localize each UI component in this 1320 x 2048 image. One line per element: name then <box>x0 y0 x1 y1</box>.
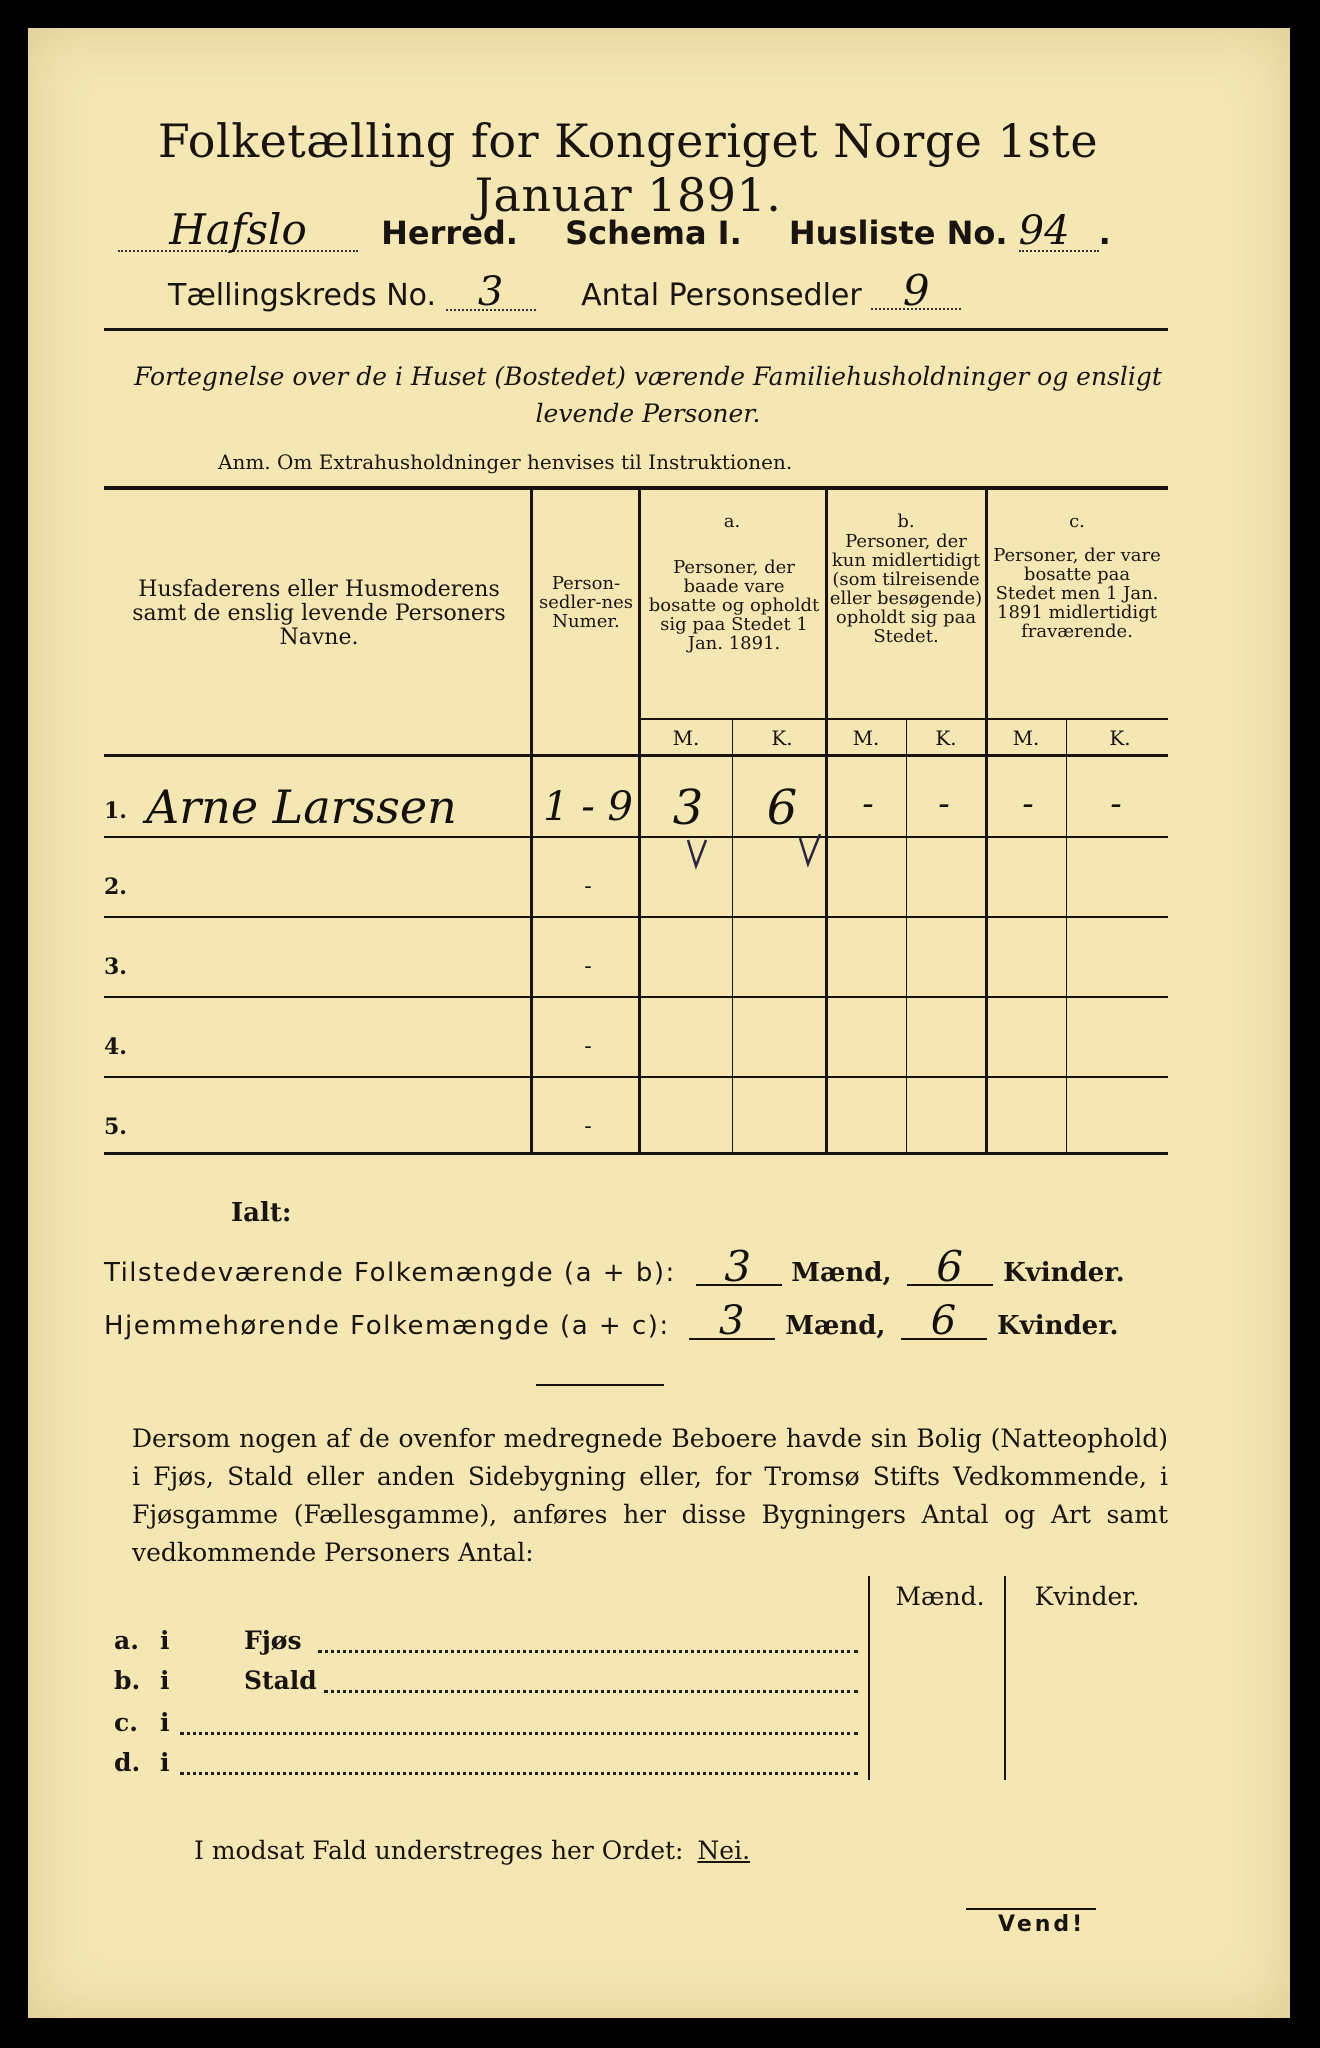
total-line-present <box>104 1242 1174 1291</box>
total-resident-label: Hjemmehørende Folkemængde (a + c): <box>104 1311 670 1341</box>
vend-label: Vend! <box>998 1912 1086 1937</box>
census-form-page <box>28 28 1290 2018</box>
buildings-vline <box>1004 1576 1006 1780</box>
personsedler-label: Antal Personsedler <box>581 278 862 313</box>
total-line-resident <box>104 1298 1174 1344</box>
buildings-row-letter: b. <box>114 1666 141 1695</box>
anm-note: Anm. Om Extrahusholdninger henvises til Instruktionen. <box>218 450 793 474</box>
buildings-row-prep: i <box>160 1708 170 1737</box>
personsedler-value: 9 <box>871 274 961 310</box>
table-subline <box>732 720 733 1152</box>
check-mark <box>688 840 706 866</box>
table-bottom-rule <box>104 1152 1168 1155</box>
row-line <box>104 996 1168 998</box>
row-numer: - <box>584 1114 592 1139</box>
row-a-k: 6 <box>766 780 798 836</box>
total-resident-kvinder: 6 <box>901 1304 987 1340</box>
c-m-label: M. <box>1012 726 1040 750</box>
buildings-row-dots <box>324 1690 858 1693</box>
table-vline <box>638 490 641 1152</box>
row-c-m: - <box>1022 784 1034 824</box>
kreds-value: 3 <box>446 275 536 311</box>
kreds-row <box>168 266 1168 315</box>
check-marks <box>678 834 838 874</box>
table-header-rule <box>104 754 1168 757</box>
a-k-label: K. <box>771 726 793 750</box>
total-present-kvinder: 6 <box>907 1250 993 1286</box>
footer-word-nei: Nei. <box>697 1836 751 1865</box>
row-number: 4. <box>104 1034 127 1060</box>
total-resident-maend: 3 <box>689 1304 775 1340</box>
vend-rule <box>966 1908 1096 1910</box>
row-numer: - <box>584 874 592 899</box>
row-number: 5. <box>104 1114 127 1140</box>
table-top-rule <box>104 486 1168 490</box>
herred-label: Herred. <box>381 214 518 252</box>
b-k-label: K. <box>935 726 957 750</box>
kreds-label: Tællingskreds No. <box>168 278 436 313</box>
buildings-row-prep: i <box>160 1626 170 1655</box>
row-number: 3. <box>104 954 127 980</box>
check-mark <box>800 834 820 864</box>
row-numer: 1 - 9 <box>543 784 633 830</box>
buildings-vline <box>868 1576 870 1780</box>
husliste-label: Husliste No. <box>788 214 1008 252</box>
intro-heading: Fortegnelse over de i Huset (Bostedet) værende Familiehusholdninger og ensligt levende Personer. <box>134 362 1162 428</box>
row-a-m: 3 <box>672 780 704 836</box>
row-line <box>104 836 1168 838</box>
col-c-header: Personer, der vare bosatte paa Stedet men 1 Jan. 1891 midlertidigt fraværende. <box>993 545 1161 642</box>
buildings-row-label: Fjøs <box>244 1626 302 1655</box>
row-line <box>104 916 1168 918</box>
buildings-row-letter: c. <box>114 1708 138 1737</box>
mk-header-line <box>638 718 1168 720</box>
herred-value: Hafslo <box>118 210 358 252</box>
buildings-row-prep: i <box>160 1748 170 1777</box>
row-line <box>104 1076 1168 1078</box>
row-c-k: - <box>1110 784 1122 824</box>
col-a-letter: a. <box>723 511 741 532</box>
buildings-paragraph: Dersom nogen af de ovenfor medregnede Beboere havde sin Bolig (Natteophold) i Fjøs, Stald eller anden Sidebygning eller, for Tromsø Stifts Vedkommende, i Fjøsgamme (Fællesgamme), anføres her disse Bygningers Antal og Art samt vedkommende Personers Antal: <box>132 1424 1168 1567</box>
header-row: Hafslo Herred. Schema I. Husliste No. 94 . <box>118 210 1218 252</box>
col-c-letter: c. <box>1069 511 1085 532</box>
a-m-label: M. <box>672 726 700 750</box>
buildings-row-dots <box>180 1732 858 1735</box>
table-subline <box>1066 720 1067 1152</box>
c-k-label: K. <box>1109 726 1131 750</box>
row-name: Arne Larssen <box>146 780 457 834</box>
row-number: 2. <box>104 874 127 900</box>
row-numer: - <box>584 954 592 979</box>
footer-text: I modsat Fald understreges her Ordet: <box>194 1836 684 1865</box>
buildings-row-letter: d. <box>114 1748 141 1777</box>
maend-label: Mænd, <box>785 1311 886 1341</box>
maend-label: Mænd, <box>791 1258 892 1288</box>
buildings-row-dots <box>318 1650 858 1653</box>
table-vline <box>985 490 988 1152</box>
col-a-header: Personer, der baade vare bosatte og opholdt sig paa Stedet 1 Jan. 1891. <box>648 557 820 654</box>
schema-label: Schema I. <box>565 214 742 252</box>
row-numer: - <box>584 1034 592 1059</box>
buildings-row-dots <box>180 1772 858 1775</box>
husliste-value: 94 <box>1019 212 1099 252</box>
buildings-kvinder-header: Kvinder. <box>1034 1582 1140 1611</box>
col-names-header: Husfaderens eller Husmoderens samt de enslig levende Personers Navne. <box>132 577 506 650</box>
buildings-row-prep: i <box>160 1666 170 1695</box>
b-m-label: M. <box>852 726 880 750</box>
table-subline <box>906 720 907 1152</box>
kvinder-label: Kvinder. <box>1003 1258 1125 1288</box>
total-present-label: Tilstedeværende Folkemængde (a + b): <box>104 1258 676 1288</box>
col-b-header: Personer, der kun midlertidigt (som tilreisende eller besøgende) opholdt sig paa Stedet. <box>829 531 983 647</box>
buildings-row-letter: a. <box>114 1626 139 1655</box>
footer-line <box>194 1836 750 1865</box>
row-number: 1. <box>104 798 127 824</box>
row-b-k: - <box>938 784 950 824</box>
col-b-letter: b. <box>897 511 915 532</box>
kvinder-label: Kvinder. <box>997 1311 1119 1341</box>
row-b-m: - <box>862 784 874 824</box>
section-divider <box>536 1384 664 1386</box>
buildings-row-label: Stald <box>244 1666 317 1695</box>
header-divider <box>104 328 1168 331</box>
total-present-maend: 3 <box>696 1250 782 1286</box>
ialt-label: Ialt: <box>231 1198 292 1228</box>
buildings-maend-header: Mænd. <box>895 1582 985 1611</box>
col-numer-header: Person-sedler-nes Numer. <box>539 573 633 632</box>
table-vline <box>530 490 533 1152</box>
form-title: Folketælling for Kongeriget Norge 1ste Januar 1891. <box>157 114 1099 222</box>
